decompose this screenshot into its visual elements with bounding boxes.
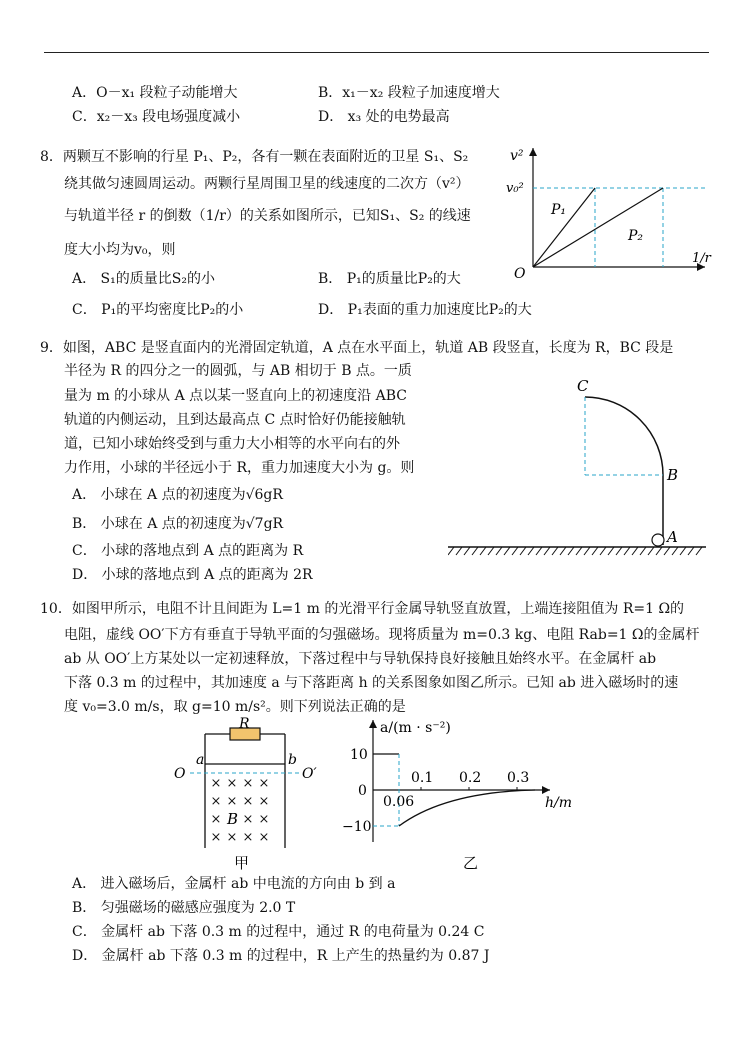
q10-jia-label-b: b: [288, 752, 297, 768]
q9-option-a: A． 小球在 A 点的初速度为√6gR: [72, 487, 283, 503]
q9-figure: [448, 370, 713, 560]
q10-jia-label-a: a: [196, 752, 205, 768]
q8-option-d: D． P₁表面的重力加速度比P₂的大: [318, 302, 532, 318]
q10-jia-label-field: B: [227, 810, 239, 828]
q9-line5: 道，已知小球始终受到与重力大小相等的水平向右的外: [64, 436, 400, 452]
q10-figure-yi: [335, 712, 605, 872]
svg-text:×: ×: [258, 794, 270, 809]
svg-text:×: ×: [258, 776, 270, 791]
svg-text:×: ×: [258, 830, 270, 845]
q10-yi-x1: 0.1: [411, 770, 434, 786]
q8-label-p2: P₂: [628, 228, 644, 244]
q9-option-d: D． 小球的落地点到 A 点的距离为 2R: [72, 567, 313, 583]
q8-origin: O: [514, 266, 526, 282]
prev-option-a: A．O－x₁ 段粒子动能增大: [72, 85, 238, 101]
q10-line2: 电阻，虚线 OO′下方有垂直于导轨平面的匀强磁场。现将质量为 m=0.3 kg、电阻 Rab=1 Ω的金属杆: [64, 627, 700, 643]
q8-option-a: A． S₁的质量比S₂的小: [72, 271, 215, 287]
q10-yi-ylabel: a/(m · s⁻²): [380, 720, 451, 736]
prev-option-b: B．x₁－x₂ 段粒子加速度增大: [318, 85, 500, 101]
q10-yi-caption: 乙: [463, 854, 479, 872]
q10-yi-y-zero: 0: [358, 783, 367, 799]
svg-text:×: ×: [226, 794, 238, 809]
q8-line1: 8．两颗互不影响的行星 P₁、P₂，各有一颗在表面附近的卫星 S₁、S₂: [40, 149, 469, 165]
svg-text:×: ×: [242, 830, 254, 845]
svg-text:×: ×: [242, 794, 254, 809]
q9-line1: 9．如图，ABC 是竖直面内的光滑固定轨道，A 点在水平面上，轨道 AB 段竖直，长度为 R，BC 段是: [40, 340, 674, 356]
q8-ylabel: v²: [510, 148, 524, 164]
q9-label-b: B: [667, 466, 679, 484]
svg-text:×: ×: [210, 830, 222, 845]
q8-label-p1: P₁: [551, 202, 567, 218]
svg-text:×: ×: [242, 776, 254, 791]
svg-text:×: ×: [210, 812, 222, 827]
q10-figure-jia: [172, 716, 332, 876]
q9-option-b: B． 小球在 A 点的初速度为√7gR: [72, 516, 284, 532]
q8-option-c: C． P₁的平均密度比P₂的小: [72, 302, 244, 318]
q10-line1: 10．如图甲所示，电阻不计且间距为 L=1 m 的光滑平行金属导轨竖直放置，上端连接阻值为 R=1 Ω的: [40, 601, 685, 617]
q9-line2: 半径为 R 的四分之一的圆弧，与 AB 相切于 B 点。一质: [64, 363, 412, 379]
q8-option-b: B． P₁的质量比P₂的大: [318, 271, 461, 287]
q10-yi-y-top: 10: [350, 747, 368, 763]
svg-text:×: ×: [210, 776, 222, 791]
q10-option-d: D． 金属杆 ab 下落 0.3 m 的过程中，R 上产生的热量约为 0.87 J: [72, 948, 490, 964]
q10-line5: 度 v₀=3.0 m/s，取 g=10 m/s²。则下列说法正确的是: [64, 699, 406, 715]
q10-jia-label-r: R: [239, 716, 250, 732]
q8-xlabel: 1/r: [692, 251, 711, 266]
q8-graph: [500, 140, 720, 290]
q10-option-a: A． 进入磁场后，金属杆 ab 中电流的方向由 b 到 a: [72, 876, 396, 892]
svg-text:×: ×: [210, 794, 222, 809]
q10-yi-y-bottom: −10: [342, 819, 372, 835]
q9-line3: 量为 m 的小球从 A 点以某一竖直向上的初速度沿 ABC: [64, 388, 408, 404]
q8-line4: 度大小均为v₀，则: [64, 242, 176, 258]
q10-yi-xlabel: h/m: [545, 795, 573, 811]
q9-line4: 轨道的内侧运动，且到达最高点 C 点时恰好仍能接触轨: [64, 412, 406, 428]
q9-label-a: A: [667, 528, 678, 546]
q10-line4: 下落 0.3 m 的过程中，其加速度 a 与下落距离 h 的关系图象如图乙所示。已知 ab 进入磁场时的速: [64, 675, 679, 691]
q10-yi-x3: 0.3: [507, 770, 530, 786]
q10-yi-x-start: 0.06: [383, 794, 415, 810]
q10-jia-caption: 甲: [234, 854, 250, 872]
q9-option-c: C． 小球的落地点到 A 点的距离为 R: [72, 543, 304, 559]
prev-option-d: D． x₃ 处的电势最高: [318, 109, 450, 125]
svg-text:×: ×: [226, 776, 238, 791]
q9-line6: 力作用，小球的半径远小于 R，重力加速度大小为 g。则: [64, 460, 415, 476]
q9-label-c: C: [577, 377, 589, 395]
q8-y0: v₀²: [506, 181, 524, 196]
svg-text:×: ×: [258, 812, 270, 827]
q10-line3: ab 从 OO′上方某处以一定初速释放，下落过程中与导轨保持良好接触且始终水平。在金属杆 ab: [64, 651, 657, 667]
q10-option-c: C． 金属杆 ab 下落 0.3 m 的过程中，通过 R 的电荷量为 0.24 C: [72, 924, 485, 940]
q8-line2: 绕其做匀速圆周运动。两颗行星周围卫星的线速度的二次方（v²）: [64, 176, 470, 192]
q10-yi-x2: 0.2: [459, 770, 482, 786]
q10-jia-label-o-prime: O′: [302, 766, 317, 782]
prev-option-c: C．x₂－x₃ 段电场强度减小: [72, 109, 241, 125]
top-rule: [44, 52, 709, 53]
q10-option-b: B． 匀强磁场的磁感应强度为 2.0 T: [72, 900, 296, 916]
q8-line3: 与轨道半径 r 的倒数（1/r）的关系如图所示，已知S₁、S₂ 的线速: [64, 208, 471, 224]
q10-jia-label-o: O: [174, 766, 186, 782]
svg-text:×: ×: [226, 830, 238, 845]
svg-text:×: ×: [242, 812, 254, 827]
